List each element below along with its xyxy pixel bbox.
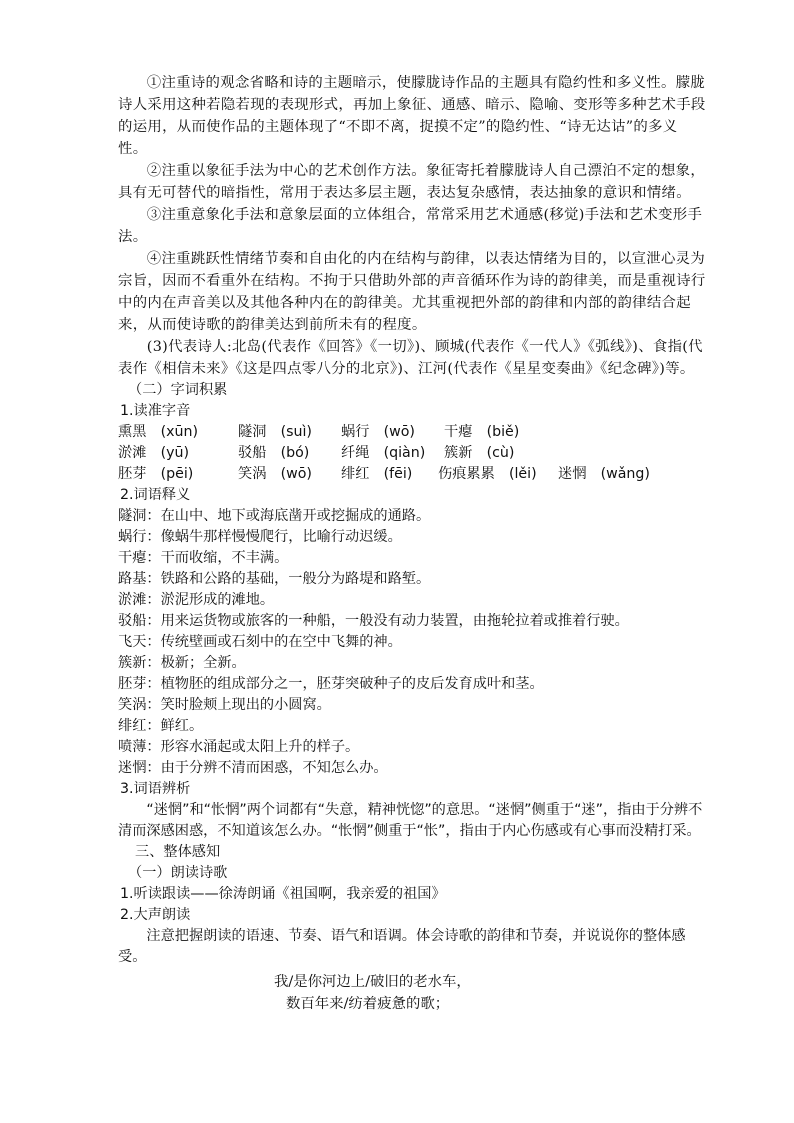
definition-item: 飞天：传统壁画或石刻中的在空中飞舞的神。: [118, 634, 402, 650]
pronunciation-row-1: [118, 422, 706, 443]
overall-heading: 三、整体感知: [135, 844, 221, 860]
poem-line-2: 数百年来/纺着疲惫的歌；: [286, 996, 450, 1012]
pron-item: 蜗行 (wō): [341, 424, 415, 440]
definition-item: 路基：铁路和公路的基础，一般分为路堤和路堑。: [118, 571, 431, 587]
definitions-title: 2.词语释义: [120, 487, 191, 503]
reading-item-2-text: 注意把握朗读的语速、节奏、语气和语调。体会诗歌的韵律和节奏，并说说你的整体感受。: [118, 928, 686, 965]
pronunciation-title: 1.读准字音: [120, 403, 191, 419]
feature-paragraph-4: ④注重跳跃性情绪节奏和自由化的内在结构与韵律，以表达情绪为目的，以宣泄心灵为宗旨，因而不看重外在结构。不拘于只借助外部的声音循环作为诗的韵律美，而是重视诗行中的内在声音美以及其他各种内在的韵律美。尤其重视把外部的韵律和内部的韵律结合起来，从而使诗歌的韵律美达到前所未有的程度。: [118, 251, 706, 333]
reading-item-2: 2.大声朗读: [120, 907, 191, 923]
pronunciation-row-2: [118, 443, 706, 464]
definition-item: 胚芽：植物胚的组成部分之一，胚芽突破种子的皮后发育成叶和茎。: [118, 676, 544, 692]
definition-item: 迷惘：由于分辨不清而困惑，不知怎么办。: [118, 760, 388, 776]
pron-item: 干瘪 (biě): [444, 424, 520, 440]
definition-item: 驳船：用来运货物或旅客的一种船，一般没有动力装置，由拖轮拉着或推着行驶。: [118, 613, 629, 629]
vocab-heading: （二）字词积累: [128, 382, 228, 398]
discrimination-title: 3.词语辨析: [120, 781, 191, 797]
pron-item: 笑涡 (wō): [238, 466, 312, 482]
pron-item: 伤痕累累 (lěi): [438, 466, 537, 482]
reading-item-1: 1.听读跟读——徐涛朗诵《祖国啊，我亲爱的祖国》: [120, 886, 446, 902]
pron-item: 纤绳 (qiàn): [341, 445, 426, 461]
feature-paragraph-3: ③注重意象化手法和意象层面的立体组合，常常采用艺术通感(移觉)手法和艺术变形手法。: [118, 207, 703, 245]
poem-line-1: 我/是你河边上/破旧的老水车，: [274, 974, 471, 990]
definition-item: 喷薄：形容水涌起或太阳上升的样子。: [118, 739, 360, 755]
discrimination-text: “迷惘”和“怅惘”两个词都有“失意，精神恍惚”的意思。“迷惘”侧重于“迷”，指由于分辨不清而深感困惑，不知道该怎么办。“怅惘”侧重于“怅”，指由于内心伤感或有心事而没精打采。: [118, 802, 703, 839]
pronunciation-row-3: [118, 464, 706, 485]
pron-item: 簇新 (cù): [444, 445, 515, 461]
definition-item: 绯红：鲜红。: [118, 718, 204, 734]
definition-item: 簇新：极新；全新。: [118, 655, 246, 671]
definition-item: 蜗行：像蜗牛那样慢慢爬行，比喻行动迟缓。: [118, 529, 402, 545]
reading-subheading: （一）朗读诗歌: [128, 865, 228, 881]
definition-item: 干瘪：干而收缩，不丰满。: [118, 550, 289, 566]
feature-paragraph-1: ①注重诗的观念省略和诗的主题暗示，使朦胧诗作品的主题具有隐约性和多义性。朦胧诗人采用这种若隐若现的表现形式，再加上象征、通感、暗示、隐喻、变形等多种艺术手段的运用，从而使作品的主题体现了“不即不离，捉摸不定”的隐约性、“诗无达诂”的多义性。: [118, 75, 706, 157]
poem-excerpt: [118, 971, 706, 1015]
pron-item: 迷惘 (wǎng): [558, 466, 650, 482]
representative-poets: (3)代表诗人:北岛(代表作《回答》《一切》)、顾城(代表作《一代人》《弧线》)、食指(代表作《相信未来》《这是四点零八分的北京》)、江河(代表作《星星变奏曲》《纪念碑》)等。: [118, 339, 703, 377]
definition-item: 淤滩：淤泥形成的滩地。: [118, 592, 275, 608]
pron-item: 胚芽 (pēi): [118, 466, 194, 482]
overall-section: [118, 842, 706, 968]
pron-item: 淤滩 (yū): [118, 445, 190, 461]
pron-item: 隧洞 (suì): [238, 424, 312, 440]
pron-item: 绯红 (fēi): [341, 466, 413, 482]
pron-item: 驳船 (bó): [238, 445, 310, 461]
vocab-section: [118, 380, 706, 842]
pron-item: 熏黑 (xūn): [118, 424, 199, 440]
definition-item: 隧洞：在山中、地下或海底凿开或挖掘成的通路。: [118, 508, 431, 524]
features-section: [118, 72, 706, 380]
feature-paragraph-2: ②注重以象征手法为中心的艺术创作方法。象征寄托着朦胧诗人自己漂泊不定的想象，具有无可替代的暗指性，常用于表达多层主题，表达复杂感情，表达抽象的意识和情绪。: [118, 163, 706, 201]
definition-item: 笑涡：笑时脸颊上现出的小圆窝。: [118, 697, 331, 713]
